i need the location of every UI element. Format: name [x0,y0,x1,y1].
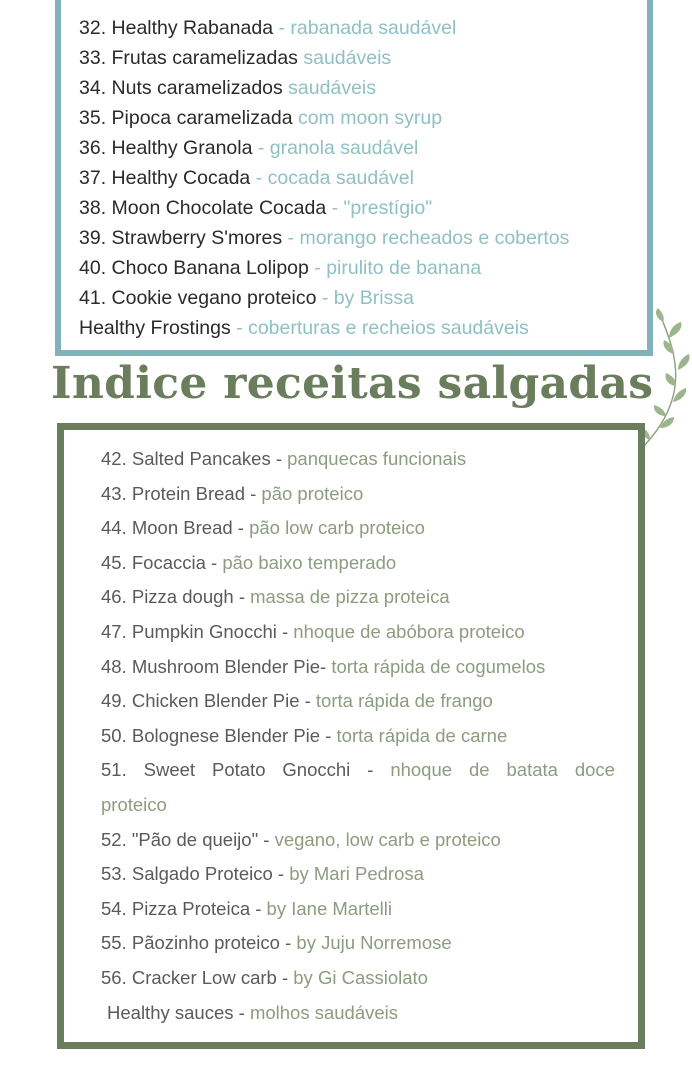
recipe-name: 54. Pizza Proteica - [101,897,267,919]
recipe-name: 43. Protein Bread - [101,482,262,504]
recipe-description: - cocada saudável [250,167,414,189]
list-item [79,103,639,133]
recipe-name: 56. Cracker Low carb - [101,966,294,988]
list-item [101,477,615,512]
list-item [101,650,615,685]
recipe-name: 53. Salgado Proteico - [101,863,290,885]
list-item [101,857,615,892]
recipe-name: 46. Pizza dough - [101,586,251,608]
recipe-description: molhos saudáveis [249,1001,399,1023]
recipe-description: vegano, low carb e proteico [274,828,501,850]
list-item [101,996,615,1031]
list-item [101,926,615,961]
recipe-name: 55. Pãozinho proteico - [101,932,297,954]
recipe-description: pão low carb proteico [249,517,425,539]
recipe-name: 33. Frutas caramelizadas [79,47,298,69]
recipe-name: 41. Cookie vegano proteico [79,287,317,309]
list-item [79,193,639,223]
list-item [101,684,615,719]
recipe-description: nhoque de abóbora proteico [293,620,525,642]
list-item [79,73,639,103]
recipe-description: - "prestígio" [326,197,433,219]
list-item [101,719,615,754]
recipe-description: saudáveis [282,77,376,99]
recipe-description: - rabanada saudável [273,17,457,39]
recipe-description: nhoque de batata doce proteico [101,759,615,815]
recipe-description: torta rápida de frango [315,690,493,712]
recipe-description: - by Brissa [316,287,414,309]
list-item [79,133,639,163]
recipe-description: pão baixo temperado [222,551,397,573]
recipe-name: 50. Bolognese Blender Pie - [101,724,337,746]
recipe-description: - granola saudável [252,137,419,159]
list-item [101,615,615,650]
recipe-name: 32. Healthy Rabanada [79,17,274,39]
list-item [79,43,639,73]
list-item [101,823,615,858]
recipe-name: 44. Moon Bread - [101,517,250,539]
recipe-description: massa de pizza proteica [250,586,450,608]
recipe-description: - coberturas e recheios saudáveis [230,317,529,339]
list-item [101,753,615,822]
recipe-name: 52. "Pão de queijo" - [101,828,275,850]
list-item [79,223,639,253]
list-item [101,511,615,546]
recipe-description: - morango recheados e cobertos [282,227,570,249]
sweet-recipe-list [79,13,639,343]
recipe-description: by Juju Norremose [296,932,452,954]
list-item [79,283,639,313]
list-item [79,163,639,193]
recipe-name: 39. Strawberry S'mores [79,227,283,249]
recipe-description: by Gi Cassiolato [293,966,428,988]
recipe-name: 42. Salted Pancakes - [101,448,288,469]
recipe-name: 48. Mushroom Blender Pie- [101,655,332,677]
list-item [79,253,639,283]
list-item [79,13,639,43]
list-item [79,313,639,343]
section-title: Indice receitas salgadas [51,358,654,409]
recipe-description: com moon syrup [292,107,443,129]
recipe-name: 38. Moon Chocolate Cocada [79,197,327,219]
list-item [101,546,615,581]
recipe-name: Healthy Frostings [79,317,231,339]
recipe-description: pão proteico [261,482,364,504]
recipe-name: 40. Choco Banana Lolipop [79,257,309,279]
recipe-description: torta rápida de carne [336,724,508,746]
recipe-description: by Mari Pedrosa [289,863,424,885]
recipe-description: - pirulito de banana [308,257,482,279]
recipe-description: panquecas funcionais [287,448,467,469]
list-item [101,961,615,996]
recipe-name: 45. Focaccia - [101,551,223,573]
recipe-description: by Iane Martelli [266,897,392,919]
recipe-name: 37. Healthy Cocada [79,167,251,189]
recipe-description: torta rápida de cogumelos [331,655,546,677]
list-item [101,892,615,927]
list-item [101,580,615,615]
recipe-name: 34. Nuts caramelizados [79,77,283,99]
recipe-description: saudáveis [297,47,392,69]
recipe-name: 47. Pumpkin Gnocchi - [101,620,294,642]
list-item [101,442,615,477]
recipe-name: 51. Sweet Potato Gnocchi - [101,759,391,781]
recipe-name: 36. Healthy Granola [79,137,253,159]
recipe-name: Healthy sauces - [107,1001,250,1023]
recipe-name: 35. Pipoca caramelizada [79,107,293,129]
savory-recipe-list [101,442,615,1030]
recipe-name: 49. Chicken Blender Pie - [101,690,316,712]
